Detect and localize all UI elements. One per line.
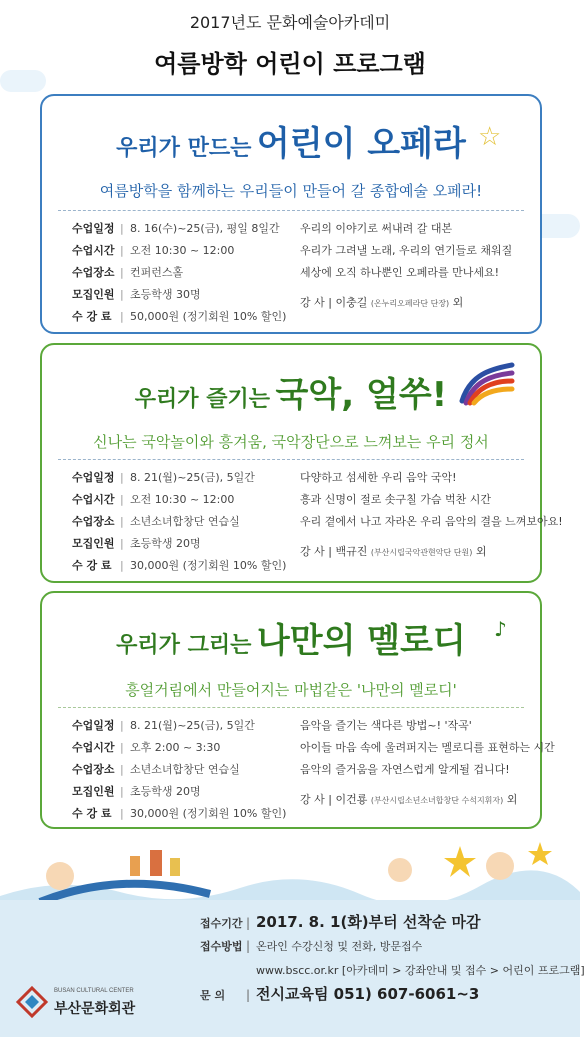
info-row: 수 강 료 | 30,000원 (정기회원 10% 할인)	[72, 555, 292, 577]
description-line: 세상에 오직 하나뿐인 오페라를 만나세요!	[300, 266, 500, 279]
card-title	[42, 613, 540, 662]
info-value: 50,000원 (정기회원 10% 할인)	[130, 310, 287, 323]
info-label: 모집인원	[72, 537, 115, 550]
card-divider	[58, 210, 524, 211]
instructor-label: 강 사 | 이충길	[300, 296, 368, 309]
cloud-left	[0, 70, 46, 92]
info-value: 8. 21(월)~25(금), 5일간	[130, 719, 255, 732]
rainbow-stripe-icon	[456, 361, 516, 405]
method-label: 접수방법	[200, 940, 243, 953]
description-list	[300, 218, 536, 314]
info-label: 수업시간	[72, 244, 115, 257]
description-line: 음악을 즐기는 색다른 방법~! '작곡'	[300, 719, 472, 732]
card-title	[42, 116, 540, 165]
card-title-big: 어린이 오페라	[256, 124, 466, 164]
method-row: 접수방법 | 온라인 수강신청 및 전화, 방문접수	[200, 934, 570, 958]
info-list	[72, 467, 292, 577]
instructor-suffix: 외	[475, 545, 487, 558]
info-value: 8. 21(월)~25(금), 5일간	[130, 471, 255, 484]
child-face-middle	[388, 858, 412, 882]
description-line: 우리 곁에서 나고 자라온 우리 음악의 결을 느껴보아요!	[300, 515, 563, 528]
contact-label: 문 의	[200, 989, 226, 1002]
info-row: 수업시간 | 오전 10:30 ~ 12:00	[72, 240, 292, 262]
page-title: 여름방학 어린이 프로그램	[154, 50, 426, 78]
info-row: 수업시간 | 오전 10:30 ~ 12:00	[72, 489, 292, 511]
info-value: 소년소녀합창단 연습실	[130, 515, 240, 528]
child-face-right	[486, 852, 514, 880]
info-label: 수 강 료	[72, 559, 112, 572]
instructor-note: (온누리오페라단 단장)	[370, 299, 450, 308]
instructor-note: (부산시립소년소녀합창단 수석지휘자)	[370, 796, 504, 805]
description-line: 음악의 즐거움을 자연스럽게 알게될 겁니다!	[300, 763, 510, 776]
logo-mark-icon	[16, 986, 48, 1018]
info-row: 모집인원 | 초등학생 20명	[72, 533, 292, 555]
card-title-big: 국악, 얼쑤!	[275, 375, 448, 415]
info-value: 30,000원 (정기회원 10% 할인)	[130, 807, 287, 820]
info-row: 수업장소 | 컨퍼런스홀	[72, 262, 292, 284]
info-row: 수업시간 | 오후 2:00 ~ 3:30	[72, 737, 292, 759]
info-value: 오후 2:00 ~ 3:30	[130, 741, 221, 754]
description-list	[300, 715, 555, 811]
info-label: 수업장소	[72, 266, 115, 279]
program-card-gugak	[40, 343, 563, 583]
instructor-line	[300, 292, 536, 314]
description-list	[300, 467, 563, 563]
info-value: 초등학생 20명	[130, 537, 201, 550]
info-list	[72, 715, 292, 825]
program-card-melody	[40, 591, 555, 829]
contact-row: 문 의 | 전시교육팀 051) 607-6061~3	[200, 982, 570, 1006]
card-subtitle: 신나는 국악놀이와 흥겨움, 국악장단으로 느껴보는 우리 정서	[93, 433, 489, 451]
busan-cultural-center-logo	[16, 982, 166, 1026]
info-label: 수업장소	[72, 763, 115, 776]
info-label: 수업시간	[72, 493, 115, 506]
card-subtitle: 여름방학을 함께하는 우리들이 만들어 갈 종합예술 오페라!	[99, 182, 483, 200]
description-line: 우리의 이야기로 써내려 갈 대본	[300, 222, 453, 235]
card-divider	[58, 707, 524, 708]
info-label: 모집인원	[72, 785, 115, 798]
info-label: 수 강 료	[72, 310, 112, 323]
card-subtitle: 흥얼거림에서 만들어지는 마법같은 '나만의 멜로디'	[125, 681, 457, 699]
info-row: 수업일정 | 8. 21(월)~25(금), 5일간	[72, 715, 292, 737]
info-value: 초등학생 30명	[130, 288, 201, 301]
program-card-opera	[40, 94, 542, 334]
info-row: 수업장소 | 소년소녀합창단 연습실	[72, 511, 292, 533]
info-label: 수업일정	[72, 719, 115, 732]
description-line: 다양하고 섬세한 우리 음악 국악!	[300, 471, 457, 484]
child-face-left	[46, 862, 74, 890]
info-row: 수 강 료 | 30,000원 (정기회원 10% 할인)	[72, 803, 292, 825]
music-note-icon: ♪	[494, 617, 507, 641]
info-row: 수 강 료 | 50,000원 (정기회원 10% 할인)	[72, 306, 292, 328]
card-title-big: 나만의 멜로디	[256, 621, 466, 661]
logo-english-text: BUSAN CULTURAL CENTER	[54, 988, 134, 994]
info-list	[72, 218, 292, 328]
info-value: 컨퍼런스홀	[130, 266, 184, 279]
info-label: 모집인원	[72, 288, 115, 301]
description-line: 우리가 그려낼 노래, 우리의 연기들로 채워질	[300, 244, 513, 257]
period-value: 2017. 8. 1(화)부터 선착순 마감	[256, 913, 481, 931]
instructor-line	[300, 789, 536, 811]
info-value: 초등학생 20명	[130, 785, 201, 798]
card-title-small: 우리가 즐기는	[134, 387, 270, 412]
info-value: 오전 10:30 ~ 12:00	[130, 493, 235, 506]
info-row: 수업일정 | 8. 16(수)~25(금), 평일 8일간	[72, 218, 292, 240]
instructor-suffix: 외	[452, 296, 464, 309]
info-value: 8. 16(수)~25(금), 평일 8일간	[130, 222, 280, 235]
card-title-small: 우리가 만드는	[116, 136, 252, 161]
info-label: 수 강 료	[72, 807, 112, 820]
card-divider	[58, 459, 524, 460]
card-title-small: 우리가 그리는	[116, 633, 252, 658]
contact-value: 전시교육팀 051) 607-6061~3	[256, 985, 480, 1003]
registration-info	[200, 910, 585, 1006]
info-label: 수업시간	[72, 741, 115, 754]
children-illustration	[0, 836, 580, 908]
info-row: 수업일정 | 8. 21(월)~25(금), 5일간	[72, 467, 292, 489]
instructor-line	[300, 541, 536, 563]
description-line: 아이들 마음 속에 울려퍼지는 멜로디를 표현하는 시간	[300, 741, 555, 754]
instructor-label: 강 사 | 백규진	[300, 545, 368, 558]
info-value: 오전 10:30 ~ 12:00	[130, 244, 235, 257]
instructor-suffix: 외	[506, 793, 518, 806]
info-label: 수업일정	[72, 222, 115, 235]
info-row: 수업장소 | 소년소녀합창단 연습실	[72, 759, 292, 781]
star-icon: ☆	[478, 122, 502, 152]
info-row: 모집인원 | 초등학생 30명	[72, 284, 292, 306]
url-row	[200, 958, 585, 982]
instructor-label: 강 사 | 이건룡	[300, 793, 368, 806]
info-label: 수업일정	[72, 471, 115, 484]
page-subtitle: 2017년도 문화예술아카데미	[189, 13, 391, 32]
info-value: 30,000원 (정기회원 10% 할인)	[130, 559, 287, 572]
website-link[interactable]: www.bscc.or.kr [아카데미 > 강좌안내 및 접수 > 어린이 프로그램]	[256, 964, 585, 977]
logo-korean-text: 부산문화회관	[54, 1001, 136, 1017]
instructor-note: (부산시립국악관현악단 단원)	[370, 548, 473, 557]
period-row: 접수기간 | 2017. 8. 1(화)부터 선착순 마감	[200, 910, 570, 934]
info-label: 수업장소	[72, 515, 115, 528]
method-value: 온라인 수강신청 및 전화, 방문접수	[256, 940, 423, 953]
info-row: 모집인원 | 초등학생 20명	[72, 781, 292, 803]
info-value: 소년소녀합창단 연습실	[130, 763, 240, 776]
description-line: 흥과 신명이 절로 솟구칠 가슴 벅찬 시간	[300, 493, 491, 506]
period-label: 접수기간	[200, 917, 243, 930]
